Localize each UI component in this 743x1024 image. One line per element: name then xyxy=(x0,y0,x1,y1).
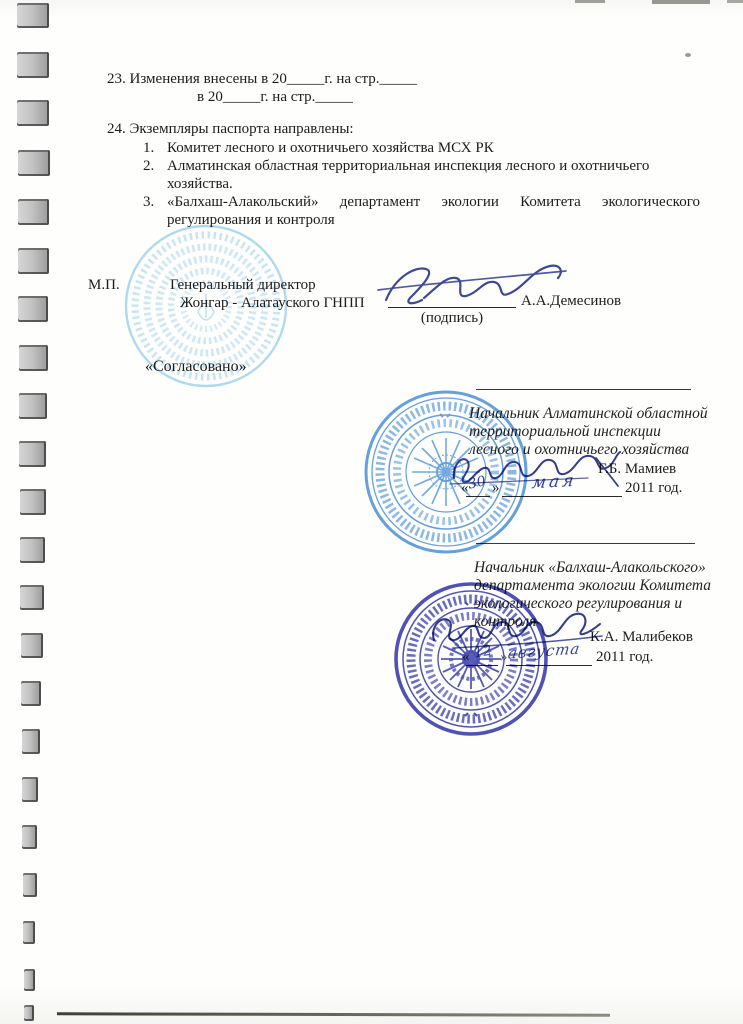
agreed-label: «Согласовано» xyxy=(145,358,247,375)
list-item-continued: регулирования и контроля xyxy=(167,212,335,228)
list-item: «Балхаш-Алакольский» департамент экологии Комитета экологического xyxy=(167,194,700,210)
binding-hole xyxy=(24,1005,34,1021)
scan-smudge xyxy=(575,0,605,3)
signature-malibekov xyxy=(426,604,606,656)
binding-hole xyxy=(20,489,46,515)
binding-hole xyxy=(20,585,44,610)
handwritten-day: 12 xyxy=(472,642,494,662)
signature-demesinov xyxy=(372,258,572,316)
handwritten-month: августа xyxy=(506,639,582,663)
mp-label: М.П. xyxy=(88,277,120,293)
binding-hole xyxy=(21,633,43,658)
binding-hole xyxy=(22,777,38,802)
binding-hole xyxy=(17,100,49,126)
list-item: Алматинская областная территориальная инспекция лесного и охотничьего xyxy=(167,158,650,174)
binding-hole xyxy=(22,729,40,754)
binding-hole xyxy=(23,921,35,944)
list-item-continued: хозяйства. xyxy=(167,176,233,192)
binding-hole xyxy=(20,537,45,563)
director-name: А.А.Демесинов xyxy=(521,293,622,309)
approval2-year: 2011 год. xyxy=(596,649,654,665)
binding-hole xyxy=(23,873,37,897)
binding-hole xyxy=(21,681,41,706)
binding-hole xyxy=(18,199,49,225)
approval2-title-line4: контроля xyxy=(474,613,537,630)
list-number: 2. xyxy=(143,158,155,174)
approval1-title-line1: Начальник Алматинской областной xyxy=(469,405,708,422)
page-bottom-edge-shadow xyxy=(57,1012,610,1016)
scan-speck xyxy=(685,53,691,57)
list-number: 1. xyxy=(143,140,155,156)
binding-hole xyxy=(19,441,46,467)
binding-hole xyxy=(17,52,49,78)
list-item: Комитет лесного и охотничьего хозяйства МСХ РК xyxy=(167,140,494,156)
approval1-title-line3: лесного и охотничьего хозяйства xyxy=(469,441,690,458)
approval2-name: К.А. Малибеков xyxy=(590,629,693,645)
binding-hole xyxy=(22,825,37,849)
approval1-name: Г.Б. Мамиев xyxy=(598,461,677,477)
quote-close: » xyxy=(500,649,508,665)
approval1-title-line2: территориальной инспекции xyxy=(469,423,661,440)
director-title-line1: Генеральный директор xyxy=(170,277,316,293)
handwritten-month: мая xyxy=(530,470,578,494)
gnpp-round-stamp xyxy=(120,220,292,392)
quote-close: » xyxy=(492,480,500,496)
binding-hole xyxy=(19,393,47,419)
handwritten-day: 30 xyxy=(466,473,488,493)
quote-open: « xyxy=(461,480,469,496)
approval2-title-line2: департамента экологии Комитета xyxy=(474,577,712,594)
scan-smudge xyxy=(652,0,710,4)
binding-hole xyxy=(24,969,35,991)
item23-line1: 23. Изменения внесены в 20_____г. на стр._____ xyxy=(107,71,417,87)
quote-open: « xyxy=(462,649,470,665)
binding-hole xyxy=(18,248,49,274)
binding-hole xyxy=(19,345,48,371)
approval1-year: 2011 год. xyxy=(625,480,683,496)
signature-caption: (подпись) xyxy=(420,310,484,326)
item24-heading: 24. Экземпляры паспорта направлены: xyxy=(107,121,354,137)
binding-hole xyxy=(18,296,48,322)
binding-hole xyxy=(17,3,49,28)
approval2-title-line1: Начальник «Балхаш-Алакольского» xyxy=(474,559,706,576)
scan-smudge xyxy=(727,0,743,3)
item23-line2: в 20_____г. на стр._____ xyxy=(197,89,353,105)
binding-hole xyxy=(18,150,50,176)
signature-mamiyev xyxy=(448,444,623,492)
list-number: 3. xyxy=(143,194,155,210)
director-title-line2: Жонгар - Алатауского ГНПП xyxy=(180,295,365,311)
approval2-title-line3: экологического регулирования и xyxy=(474,595,683,612)
